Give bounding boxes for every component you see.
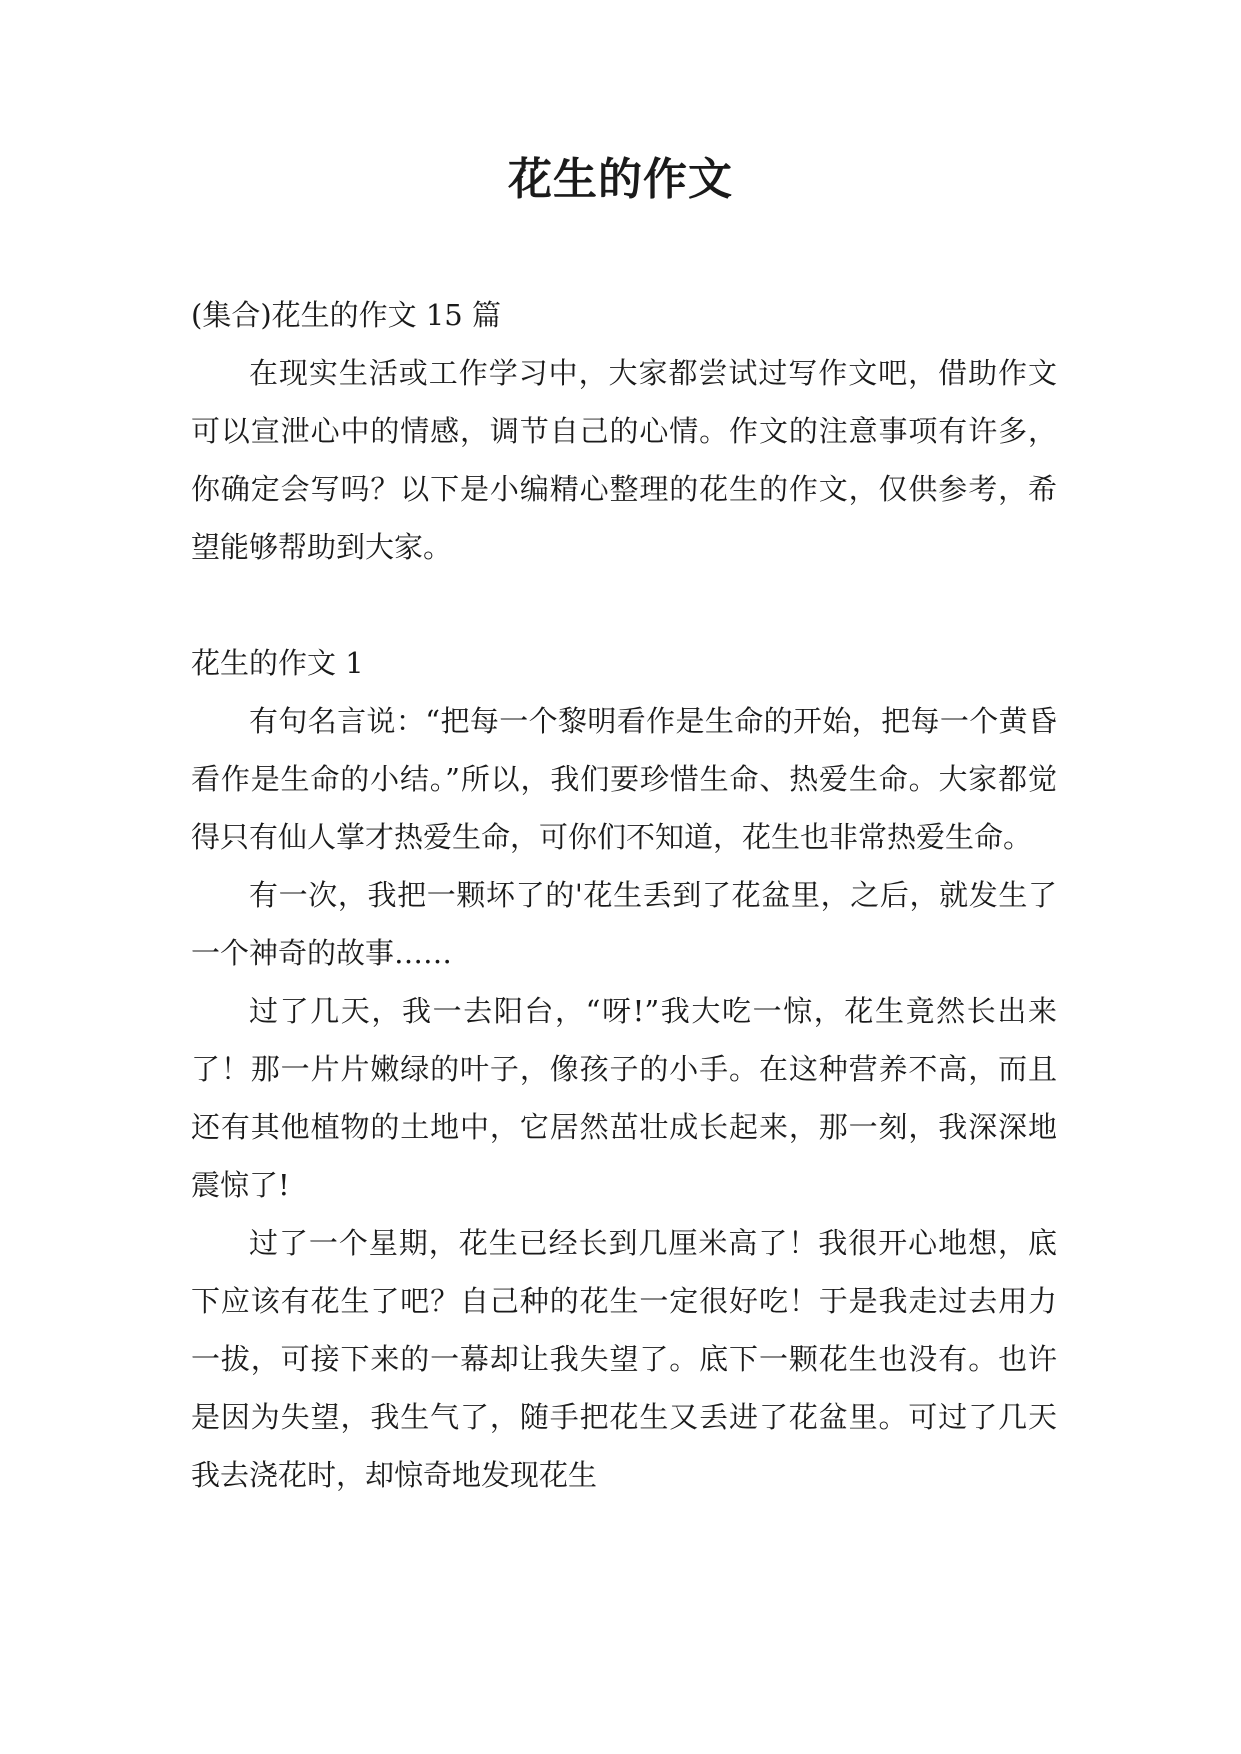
document-title: 花生的作文 [508, 154, 733, 205]
document-body [191, 286, 1057, 1504]
document-subtitle: (集合)花生的作文 15 篇 [191, 298, 501, 332]
body-paragraph: 有句名言说：“把每一个黎明看作是生命的开始，把每一个黄昏看作是生命的小结。”所以，我们要珍惜生命、热爱生命。大家都觉得只有仙人掌才热爱生命，可你们不知道，花生也非常热爱生命。 [191, 704, 1057, 854]
intro-paragraph: 在现实生活或工作学习中，大家都尝试过写作文吧，借助作文可以宣泄心中的情感，调节自己的心情。作文的注意事项有许多，你确定会写吗？以下是小编精心整理的花生的作文，仅供参考，希望能够帮助到大家。 [191, 356, 1057, 564]
paragraph-spacer [191, 576, 1057, 634]
body-paragraph: 过了一个星期，花生已经长到几厘米高了！我很开心地想，底下应该有花生了吧？自己种的花生一定很好吃！于是我走过去用力一拔，可接下来的一幕却让我失望了。底下一颗花生也没有。也许是因为失望，我生气了，随手把花生又丢进了花盆里。可过了几天我去浇花时，却惊奇地发现花生 [191, 1226, 1057, 1492]
body-paragraph: 过了几天，我一去阳台，“呀!”我大吃一惊，花生竟然长出来了！那一片片嫩绿的叶子，像孩子的小手。在这种营养不高，而且还有其他植物的土地中，它居然茁壮成长起来，那一刻，我深深地震惊了! [191, 994, 1057, 1202]
body-paragraph: 有一次，我把一颗坏了的'花生丢到了花盆里，之后，就发生了一个神奇的故事…… [191, 878, 1057, 970]
section-heading: 花生的作文 1 [191, 646, 364, 680]
